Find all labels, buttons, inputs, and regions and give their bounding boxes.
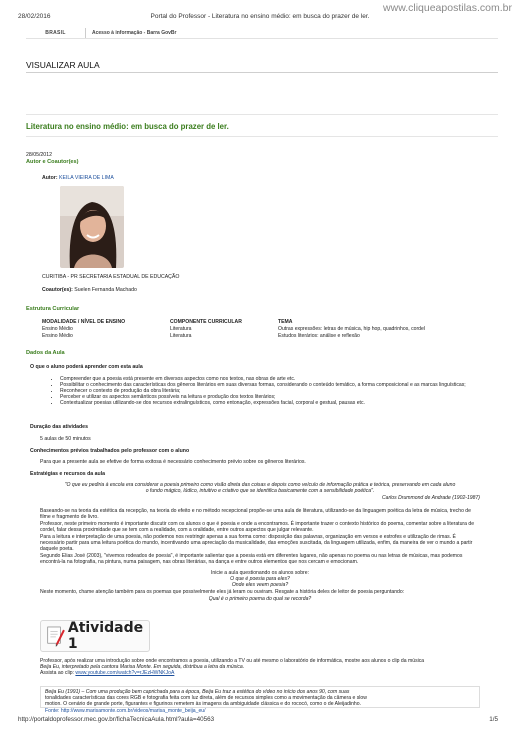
goals-list (44, 376, 484, 406)
epigraph (40, 482, 480, 494)
epigraph-line: o fundo mágico, lúdico, intuitivo e criativo que se identifica basicamente com a sensibilidade poética". (145, 488, 375, 495)
table-cell: Estudos literários: análise e reflexão (278, 332, 360, 339)
activity-line: Professor, após realizar uma introdução sobre onde encontramos a poesia, utilizando a TV ou até mesmo o laboratório de informática, mostre aos alunos o clip da música (40, 658, 425, 664)
curriculum-table (42, 318, 482, 339)
coauthor-name: Suelen Fernanda Machado (74, 287, 137, 293)
lesson-title: Literatura no ensino médio: em busca do prazer de ler. (26, 122, 229, 131)
print-footer-url: http://portaldoprofessor.mec.gov.br/fichaTecnicaAula.html?aula=40563 (18, 716, 215, 723)
page-title: VISUALIZAR AULA (26, 60, 100, 70)
table-row (42, 332, 482, 339)
table-cell: Ensino Médio (42, 325, 73, 332)
curriculum-heading: Estrutura Curricular (26, 306, 80, 312)
paragraph-theory: Baseando-se na teoria da estética da recepção, na teoria do efeito e no método recepcional propõe-se uma aula de literatura, utilizando-se da linguagem poética da letra de música, trecho de filme e fragmento de livro. (40, 508, 471, 521)
box-line: Beija Eu (1991) – Com uma produção bem caprichada para a época, Beija Eu traz a estética do vídeo no início dos anos 90, com suas (45, 689, 350, 695)
print-title: Portal do Professor - Literatura no ensino médio: em busca do prazer de ler. (150, 13, 370, 20)
box-line: motion. O cenário de grande porte, figurantes e figurinos remetem às imagens da ambiguidade clássica e do rococó, como o de Aleijadinho. (45, 701, 361, 708)
list-item: • Perceber e utilizar os aspectos semânticos possíveis na leitura e produção dos textos literários; (60, 394, 484, 400)
question-3: Qual é o primeiro poema do qual se recorda? (208, 596, 312, 602)
table-cell: Literatura (170, 332, 192, 339)
author-photo (60, 186, 124, 268)
curriculum-col-modalidade: MODALIDADE / NÍVEL DE ENSINO (42, 318, 126, 325)
clip-link[interactable]: www.youtube.com/watch?v=rJEzHWNKJoA (75, 670, 175, 677)
duration-text: 5 aulas de 50 minutos (40, 436, 91, 442)
author-location: CURITIBA - PR SECRETARIA ESTADUAL DE EDUCAÇÃO (42, 274, 180, 280)
curriculum-col-tema: TEMA (278, 318, 293, 325)
table-cell: Outras expressões: letras de música, hip hop, quadrinhos, cordel (278, 325, 425, 332)
duration-heading: Duração das atividades (30, 424, 88, 430)
epigraph-author: Carlos Drummond de Andrade (1902-1987) (381, 495, 480, 501)
clip-label: Assista ao clip: (40, 670, 74, 677)
activity-label: Atividade 1 (67, 620, 144, 652)
author-label: Autor: (42, 175, 58, 181)
acesso-informacao-link[interactable]: Acesso à informação - Barra GovBr (92, 29, 177, 36)
list-item: • Compreender que a poesia está presente em diversos aspectos como nos textos, nas obras de arte etc. (60, 376, 484, 382)
authors-heading: Autor e Coautor(es) (26, 159, 79, 165)
curriculum-col-componente: COMPONENTE CURRICULAR (170, 318, 242, 325)
curriculum-header-row (42, 318, 482, 325)
prior-text: Para que a presente aula se efetive de forma exitosa é necessário conhecimento prévio sobre os gêneros literários. (40, 459, 306, 465)
table-cell: Ensino Médio (42, 332, 73, 339)
question-2: Onde eles veem poesia? (231, 582, 289, 588)
questions-intro: Inicie a aula questionando os alunos sobre: (211, 570, 309, 576)
print-date: 28/02/2016 (18, 13, 51, 20)
dados-heading: Dados da Aula (26, 350, 65, 356)
watermark: www.cliqueapostilas.com.br (383, 2, 512, 14)
gov-bar (26, 27, 498, 39)
title-divider-top (26, 114, 498, 115)
title-divider-bottom (26, 136, 498, 137)
print-page-number: 1/5 (489, 716, 498, 723)
lesson-date: 28/05/2012 (26, 152, 52, 158)
list-item: • Reconhecer o contexto de produção da obra literária; (60, 388, 484, 394)
box-source-link[interactable]: Fonte: http://www.marisamonte.com.br/videos/marisa_monte_beija_eu/ (45, 707, 206, 714)
coauthor-label: Coautor(es): (42, 287, 73, 293)
clip-line (40, 670, 480, 676)
activity-badge (40, 620, 150, 652)
pencil-icon (45, 623, 65, 649)
table-row (42, 325, 482, 332)
coauthor-line (42, 287, 137, 293)
prior-heading: Conhecimentos prévios trabalhados pelo professor com o aluno (30, 448, 190, 454)
heading-divider (26, 72, 498, 73)
activity-text (40, 658, 480, 677)
author-line (42, 175, 114, 181)
strategies-heading: Estratégias e recursos da aula (30, 471, 105, 477)
list-item: • Possibilitar o conhecimento das características dos gêneros literários em suas diversas formas, considerando o conteúdo temático, a forma composicional e as marcas linguísticas; (60, 382, 484, 388)
box-line: tonalidades características das cores RGB e fotografia feita com luz direta, além de recursos simples como a movimentação da câmera e slow (45, 695, 367, 702)
activity-line: Beija Eu, interpretado pela cantora Marisa Monte. Em seguida, distribua a letra da música. (40, 664, 245, 671)
paragraph-rescue: Neste momento, chame atenção também para os poemas que possivelmente eles já leram ou ouviram. Resgate a história deles de leitor de poesia perguntando: (40, 589, 405, 595)
paragraph-elias-jose: Segundo Elias José (2003), "vivemos rodeados de poesia", é importante salientar que a poesia está em diferentes lugares, não apenas no poema ou nas letras de músicas, mas podemos encontrá-la na fotografia, na pintura, numa paisagem, nas obras literárias, na dança e entre outros elementos que nos cercam e emocionam. (40, 553, 463, 566)
learn-heading: O que o aluno poderá aprender com esta aula (30, 364, 143, 370)
paragraph-reading: Para a leitura e interpretação de uma poesia, não podemos nos restringir apenas a sua forma como: disposição das palavras, organização em versos e estrofes e utilização de rimas. É necessário partir para uma leitura poética do mundo, incentivando uma apreciação da musicalidade, das emoções suscitada, da linguagem utilizada, enfim, da maneira de ver o mundo a partir daquele poeta. (40, 534, 473, 553)
author-name-link[interactable]: KEILA VIEIRA DE LIMA (59, 175, 114, 181)
list-item: • Contextualizar poesias utilizando-se dos recursos extralinguísticos, como entonação, expressões facial, corporal e gestual, pausas etc. (60, 400, 484, 406)
video-description-box (40, 686, 480, 714)
paragraph-first-moment: Professor, neste primeiro momento é importante discutir com os alunos o que é poesia e onde a encontramos. É importante trazer o contexto histórico do poema, comentar sobre a literatura de cordel, falar dessa proximidade que se tem com a realidade, com a oralidade, entre outros aspectos que julgar relevante. (40, 521, 475, 534)
question-1: O que é poesia para eles? (230, 576, 290, 582)
table-cell: Literatura (170, 325, 192, 332)
brasil-link[interactable]: BRASIL (26, 28, 86, 38)
epigraph-line: "O que eu pediria à escola era considerar a poesia primeiro como visão direta das coisas e depois como veículo de informação prática e teórica, preservando em cada aluno (64, 482, 456, 488)
